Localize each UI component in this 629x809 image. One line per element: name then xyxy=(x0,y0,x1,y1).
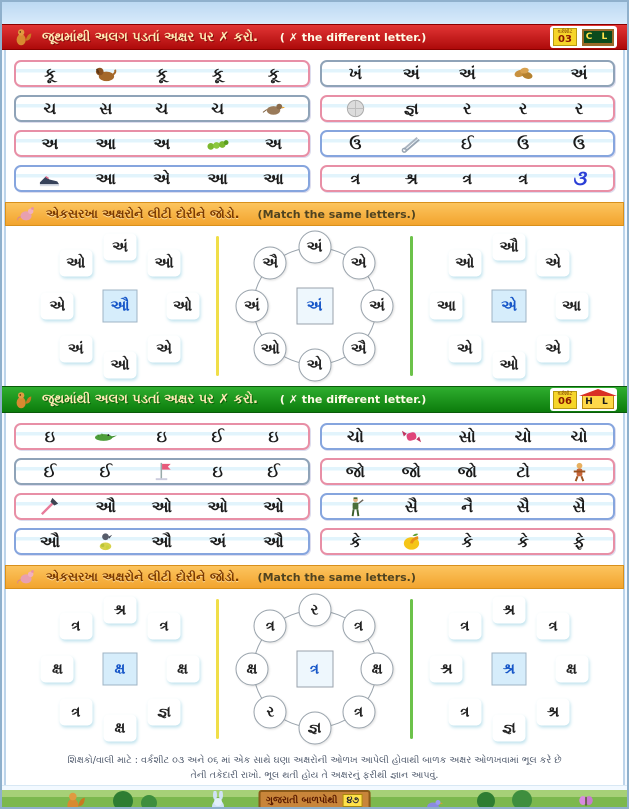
match-letter[interactable]: ત્ર xyxy=(254,610,287,643)
handwritten-numeral[interactable]: ૩ xyxy=(572,166,587,190)
letter-cell[interactable]: ઈ xyxy=(211,426,224,446)
match-letter[interactable]: અં xyxy=(298,230,331,263)
soldier-icon xyxy=(328,495,384,518)
letter-row xyxy=(14,60,310,87)
match-letter[interactable]: ઓ xyxy=(166,293,199,320)
groundnut-icon xyxy=(495,62,551,85)
match-instruction-english: (Match the same letters.) xyxy=(257,570,416,584)
letter-cell[interactable]: કૂ xyxy=(156,63,168,83)
letter-row xyxy=(320,95,616,122)
letter-row xyxy=(14,165,310,192)
match-letter[interactable]: ઐ xyxy=(254,247,287,280)
worksheet2-header xyxy=(2,386,627,413)
caterpillar-icon xyxy=(190,132,246,155)
letter-cell[interactable]: ફે xyxy=(573,531,585,551)
letter-cell[interactable]: આ xyxy=(95,133,117,153)
squirrel-icon xyxy=(12,389,34,411)
letter-cell[interactable]: ઓ xyxy=(151,496,172,516)
match-letter[interactable]: એ xyxy=(298,349,331,382)
worksheet1-header xyxy=(2,24,627,50)
match-letter[interactable]: ક્ષ xyxy=(104,715,137,742)
match-letter[interactable]: જ્ઞ xyxy=(298,712,331,745)
worksheet-badges xyxy=(550,26,617,48)
instruction-english: ( ✗ the different letter.) xyxy=(279,30,427,44)
match-letter[interactable]: ઔ xyxy=(493,233,526,260)
match-letter[interactable]: એ xyxy=(537,335,570,362)
letter-cell[interactable]: ર xyxy=(519,98,528,118)
axe-icon xyxy=(22,495,78,518)
letter-cell[interactable]: સૈ xyxy=(516,496,530,516)
letter-cell[interactable]: ઇ xyxy=(268,426,279,446)
letter-cell[interactable]: અં xyxy=(402,63,420,83)
letter-cell[interactable]: કૂ xyxy=(44,63,56,83)
letter-cell[interactable]: ઇ xyxy=(212,461,223,481)
letter-cell[interactable]: કૂ xyxy=(267,63,280,83)
match-letter[interactable]: ઓ xyxy=(148,250,181,277)
match-center-letter[interactable]: ઔ xyxy=(103,290,138,323)
divider-line xyxy=(410,599,413,739)
match-letter[interactable]: ઓ xyxy=(254,332,287,365)
letter-cell[interactable]: જ્ઞ xyxy=(404,98,419,118)
divider-line xyxy=(410,236,413,376)
match-letter[interactable]: એ xyxy=(537,250,570,277)
dog-icon xyxy=(78,62,134,85)
match-letter[interactable]: એ xyxy=(342,247,375,280)
letter-row xyxy=(14,528,310,555)
letter-cell[interactable]: જો xyxy=(345,461,366,481)
letter-cell[interactable]: શ્ર xyxy=(404,168,418,188)
match-center-letter[interactable]: એ xyxy=(492,290,527,323)
rows-left-column xyxy=(14,423,310,555)
letter-cell[interactable]: ચ xyxy=(211,98,225,118)
match-letter[interactable]: ક્ષ xyxy=(235,653,268,686)
match-section2 xyxy=(2,589,627,749)
match-center-letter[interactable]: ક્ષ xyxy=(103,653,138,686)
classwork-board-badge: C L xyxy=(582,29,614,46)
letter-cell[interactable]: અ xyxy=(41,133,59,153)
match-letter[interactable]: ઓ xyxy=(448,250,481,277)
match-instruction-gujarati: એકસરખા અક્ષરોને લીટી દોરીને જોડો. xyxy=(46,206,240,221)
match-letter[interactable]: ક્ષ xyxy=(166,656,199,683)
letter-cell[interactable]: ઈ xyxy=(99,461,113,481)
letter-row xyxy=(14,493,310,520)
letter-cell[interactable]: ઈ xyxy=(43,461,57,481)
letter-row xyxy=(320,130,616,157)
letter-cell[interactable]: ત્ર xyxy=(462,168,473,188)
letter-cell[interactable]: અ xyxy=(265,133,283,153)
book-title: ગુજરાતી બાળપોથી xyxy=(266,795,338,807)
flag-icon xyxy=(134,460,190,483)
squirrel-icon xyxy=(62,789,88,809)
letter-cell[interactable]: અ xyxy=(153,133,171,153)
match-center-letter[interactable]: શ્ર xyxy=(492,653,527,686)
letter-row xyxy=(320,60,616,87)
letter-cell[interactable]: ઓ xyxy=(207,496,228,516)
letter-cell[interactable]: ચો xyxy=(347,426,364,446)
crocodile-icon xyxy=(78,425,134,448)
letter-cell[interactable]: અં xyxy=(458,63,476,83)
mouse-icon xyxy=(16,203,38,225)
letter-cell[interactable]: ઉ xyxy=(349,133,362,153)
letter-cell[interactable]: સૈ xyxy=(404,496,418,516)
letter-cell[interactable]: આ xyxy=(95,168,117,188)
match-letter[interactable]: ર xyxy=(254,695,287,728)
match-letter[interactable]: ત્ર xyxy=(342,610,375,643)
letter-cell[interactable]: કે xyxy=(517,531,529,551)
letter-cell[interactable]: ઔ xyxy=(39,531,61,551)
letter-cell[interactable]: સૈ xyxy=(572,496,586,516)
worksheet-badges xyxy=(550,388,617,411)
bird-fruit-icon xyxy=(78,530,134,553)
letter-cell[interactable]: ઇ xyxy=(44,426,56,446)
worksheet-number-badge: વર્કશીટ 06 xyxy=(553,391,577,409)
match-letter[interactable]: ઓ xyxy=(104,352,137,379)
match-letter[interactable]: અં xyxy=(104,233,137,260)
letter-row xyxy=(14,458,310,485)
match-group xyxy=(223,230,407,382)
letter-cell[interactable]: ઈ xyxy=(267,461,280,481)
match-letter[interactable]: ક્ષ xyxy=(361,653,394,686)
letter-cell[interactable]: ઇ xyxy=(156,426,167,446)
teacher-note-line2: તેની તકેદારી રાખો. ભૂલ થતી હોય તે અક્ષરનું ફરીથી જ્ઞાન આપવું. xyxy=(190,769,439,781)
match-letter[interactable]: શ્ર xyxy=(493,596,526,623)
divider-line xyxy=(216,236,219,376)
divider-line xyxy=(216,599,219,739)
letter-cell[interactable]: કૂ xyxy=(212,63,224,83)
letter-row xyxy=(320,493,616,520)
match-letter[interactable]: શ્ર xyxy=(537,698,570,725)
match-letter[interactable]: અં xyxy=(235,290,268,323)
book-title-sign xyxy=(258,790,371,809)
letter-cell[interactable]: નૈ xyxy=(461,496,474,516)
letter-cell[interactable]: ઔ xyxy=(263,531,284,551)
top-margin-strip xyxy=(2,2,627,24)
letter-cell[interactable]: ઉ xyxy=(573,133,586,153)
candy-icon xyxy=(383,425,439,448)
letter-cell[interactable]: ટો xyxy=(516,461,530,481)
match-letter[interactable]: ત્ર xyxy=(59,613,92,640)
letter-cell[interactable]: આ xyxy=(263,168,284,188)
butterfly-icon xyxy=(577,793,595,809)
letter-cell[interactable]: અં xyxy=(209,531,227,551)
doll-icon xyxy=(551,460,607,483)
worksheet-number-badge: વર્કશીટ 03 xyxy=(553,28,577,46)
rabbit-icon xyxy=(207,791,229,809)
match-group xyxy=(417,593,601,745)
letter-cell[interactable]: સ xyxy=(99,98,113,118)
match-instruction-english: (Match the same letters.) xyxy=(257,207,416,221)
match-center-letter[interactable]: ત્ર xyxy=(296,651,333,688)
letter-cell[interactable]: કે xyxy=(461,531,473,551)
match-group xyxy=(28,593,212,745)
letter-cell[interactable]: ઈ xyxy=(461,133,474,153)
safety-pin-icon xyxy=(383,132,439,155)
match-letter[interactable]: શ્ર xyxy=(104,596,137,623)
worksheet1-rows xyxy=(2,50,627,202)
letter-row xyxy=(320,165,616,192)
match-letter[interactable]: ક્ષ xyxy=(555,656,588,683)
letter-cell[interactable]: ચ xyxy=(155,98,169,118)
letter-row xyxy=(14,423,310,450)
letter-cell[interactable]: જો xyxy=(457,461,477,481)
letter-row xyxy=(14,130,310,157)
match-center-letter[interactable]: અં xyxy=(296,288,333,325)
match-group xyxy=(28,230,212,382)
match-letter[interactable]: જ્ઞ xyxy=(493,715,526,742)
squirrel-icon xyxy=(12,26,34,48)
sparrow-icon xyxy=(246,97,302,120)
letter-cell[interactable]: ઉ xyxy=(517,133,530,153)
match-bar2 xyxy=(5,565,624,589)
match-letter[interactable]: આ xyxy=(555,293,588,320)
match-letter[interactable]: એ xyxy=(148,335,181,362)
letter-cell[interactable]: ચ xyxy=(43,98,57,118)
letter-row xyxy=(320,423,616,450)
mango-icon xyxy=(383,530,439,553)
letter-cell[interactable]: ચો xyxy=(514,426,532,446)
match-letter[interactable]: ત્ર xyxy=(148,613,181,640)
match-letter[interactable]: ઓ xyxy=(493,352,526,379)
teacher-note xyxy=(2,749,627,785)
match-letter[interactable]: ઐ xyxy=(342,332,375,365)
rows-right-column xyxy=(320,423,616,555)
match-bar1 xyxy=(5,202,624,226)
homework-board-badge: H L xyxy=(582,395,614,409)
match-section1 xyxy=(2,226,627,386)
letter-cell[interactable]: આ xyxy=(207,168,228,188)
match-letter[interactable]: આ xyxy=(430,293,463,320)
match-letter[interactable]: ત્ર xyxy=(448,613,481,640)
letter-cell[interactable]: ત્ર xyxy=(350,168,361,188)
bird-icon xyxy=(422,795,444,809)
letter-cell[interactable]: ત્ર xyxy=(518,168,529,188)
match-instruction-gujarati: એકસરખા અક્ષરોને લીટી દોરીને જોડો. xyxy=(46,569,240,584)
letter-row xyxy=(320,528,616,555)
letter-cell[interactable]: ઔ xyxy=(95,496,117,516)
match-letter[interactable]: ત્ર xyxy=(59,698,92,725)
instruction-gujarati: જૂથમાંથી અલગ પડતાં અક્ષર પર ✗ કરો. xyxy=(42,392,258,407)
match-letter[interactable]: ઓ xyxy=(59,250,92,277)
match-letter[interactable]: શ્ર xyxy=(430,656,463,683)
rows-left-column xyxy=(14,60,310,192)
letter-cell[interactable]: એ xyxy=(153,168,171,188)
teacher-note-line1: શિક્ષકો/વાલી માટે : વર્કશીટ ૦૩ અને ૦૬ માં એક સાથે ઘણા અક્ષરોની ઓળખ આપેલી હોવાથી બાળક અક્ષર ઓળખવામાં ભૂલ કરે છે xyxy=(67,755,562,766)
match-group xyxy=(417,230,601,382)
ball-icon xyxy=(328,97,384,120)
letter-cell[interactable]: અં xyxy=(570,63,588,83)
match-letter[interactable]: જ્ઞ xyxy=(148,698,181,725)
letter-cell[interactable]: ર xyxy=(463,98,472,118)
match-letter[interactable]: અં xyxy=(361,290,394,323)
match-letter[interactable]: ત્ર xyxy=(342,695,375,728)
match-letter[interactable]: ત્ર xyxy=(448,698,481,725)
match-letter[interactable]: એ xyxy=(448,335,481,362)
worksheet2-rows xyxy=(2,413,627,565)
instruction-english: ( ✗ the different letter.) xyxy=(279,393,427,406)
letter-cell[interactable]: સો xyxy=(458,426,476,446)
tree-icon xyxy=(472,789,542,809)
letter-row xyxy=(320,458,616,485)
letter-cell[interactable]: ર xyxy=(574,98,584,118)
letter-row xyxy=(14,95,310,122)
letter-cell[interactable]: જો xyxy=(401,461,421,481)
letter-cell[interactable]: ઔ xyxy=(151,531,172,551)
letter-cell[interactable]: ઓ xyxy=(263,496,284,516)
match-letter[interactable]: ર xyxy=(298,593,331,626)
instruction-gujarati: જૂથમાંથી અલગ પડતાં અક્ષર પર ✗ કરો. xyxy=(42,29,258,45)
match-letter[interactable]: ત્ર xyxy=(537,613,570,640)
match-letter[interactable]: એ xyxy=(41,293,74,320)
mouse-icon xyxy=(16,566,38,588)
rows-right-column xyxy=(320,60,616,192)
letter-cell[interactable]: ચો xyxy=(570,426,588,446)
tree-icon xyxy=(107,789,167,809)
footer-illustration xyxy=(2,785,627,809)
shoe-icon xyxy=(22,167,78,190)
page-number: ૪૭ xyxy=(342,794,363,807)
match-letter[interactable]: અં xyxy=(59,335,92,362)
match-letter[interactable]: ક્ષ xyxy=(41,656,74,683)
letter-cell[interactable]: ખં xyxy=(348,63,363,83)
match-group xyxy=(223,593,407,745)
letter-cell[interactable]: કે xyxy=(349,531,362,551)
